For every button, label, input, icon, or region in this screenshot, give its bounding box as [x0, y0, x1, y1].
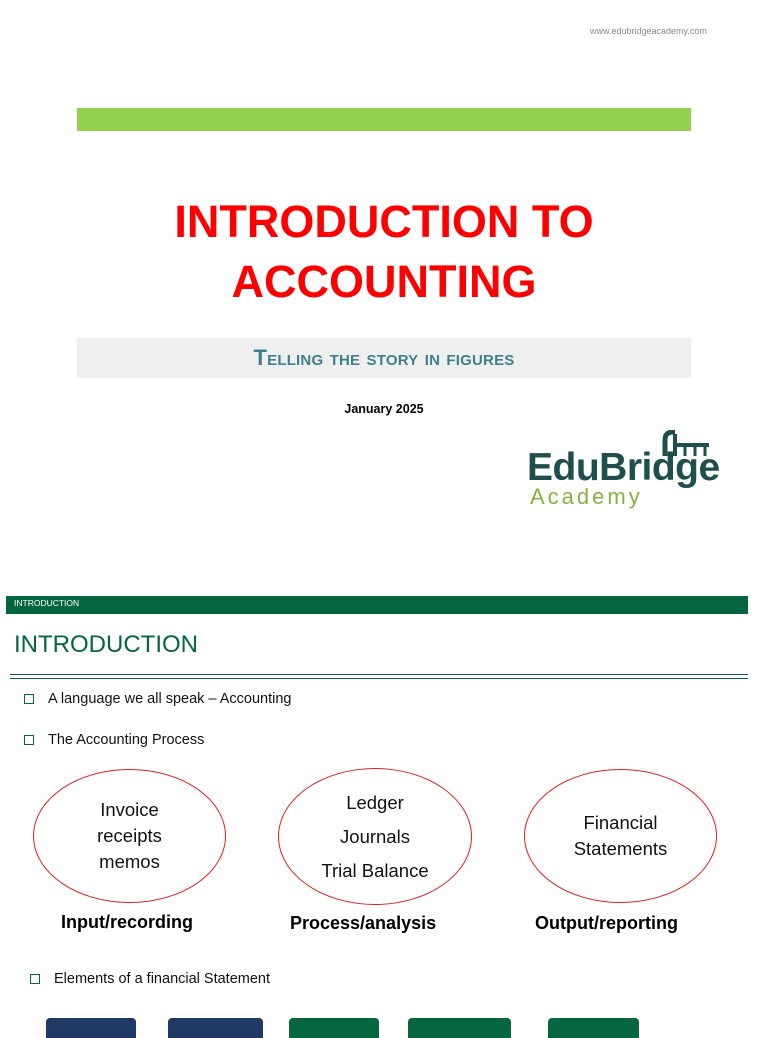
ellipse-line: Trial Balance — [321, 859, 429, 881]
bullet-item — [24, 732, 204, 748]
slide-title: INTRODUCTION — [14, 631, 198, 658]
ellipse-line: Invoice — [100, 799, 159, 820]
accent-bar — [77, 108, 691, 131]
bullet-item — [30, 971, 270, 987]
subtitle: Telling the story in figures — [253, 345, 515, 370]
logo-wordmark: EduBridge — [527, 446, 720, 489]
ellipse-line: memos — [99, 851, 160, 872]
element-tile — [289, 1018, 379, 1038]
bullet-text: A language we all speak – Accounting — [48, 691, 292, 707]
process-ellipse-process — [278, 768, 472, 905]
logo-subtitle: Academy — [530, 484, 643, 509]
website-url[interactable]: www.edubridgeacademy.com — [590, 26, 707, 36]
element-tile — [168, 1018, 263, 1038]
section-header-bar — [6, 596, 748, 614]
element-tile — [408, 1018, 511, 1038]
ellipse-line: Ledger — [346, 791, 404, 813]
stage-label-input: Input/recording — [61, 912, 193, 932]
section-label: INTRODUCTION — [14, 598, 80, 608]
ellipse-line: Journals — [340, 825, 410, 847]
ellipse-line: receipts — [97, 825, 162, 846]
stage-label-process: Process/analysis — [290, 913, 437, 933]
element-tile — [46, 1018, 136, 1038]
title-line-1: INTRODUCTION TO — [174, 196, 594, 247]
title-rule-top — [10, 674, 748, 675]
bullet-text: Elements of a financial Statement — [54, 971, 271, 987]
stage-label-output: Output/reporting — [535, 913, 678, 933]
ellipse-line: Financial — [583, 812, 658, 833]
title-line-2: ACCOUNTING — [231, 256, 537, 307]
checkbox-bullet-icon — [30, 974, 40, 984]
ellipse-line: Statements — [573, 838, 668, 859]
presentation-date: January 2025 — [344, 402, 424, 416]
checkbox-bullet-icon — [24, 694, 34, 704]
process-ellipse-input — [33, 769, 226, 903]
element-tile — [548, 1018, 639, 1038]
process-ellipse-output — [524, 769, 717, 903]
edubridge-logo — [527, 430, 720, 515]
title-rule-bottom — [10, 678, 748, 679]
bullet-text: The Accounting Process — [48, 732, 205, 748]
presentation-title — [77, 192, 691, 312]
bullet-item — [24, 691, 291, 707]
checkbox-bullet-icon — [24, 735, 34, 745]
